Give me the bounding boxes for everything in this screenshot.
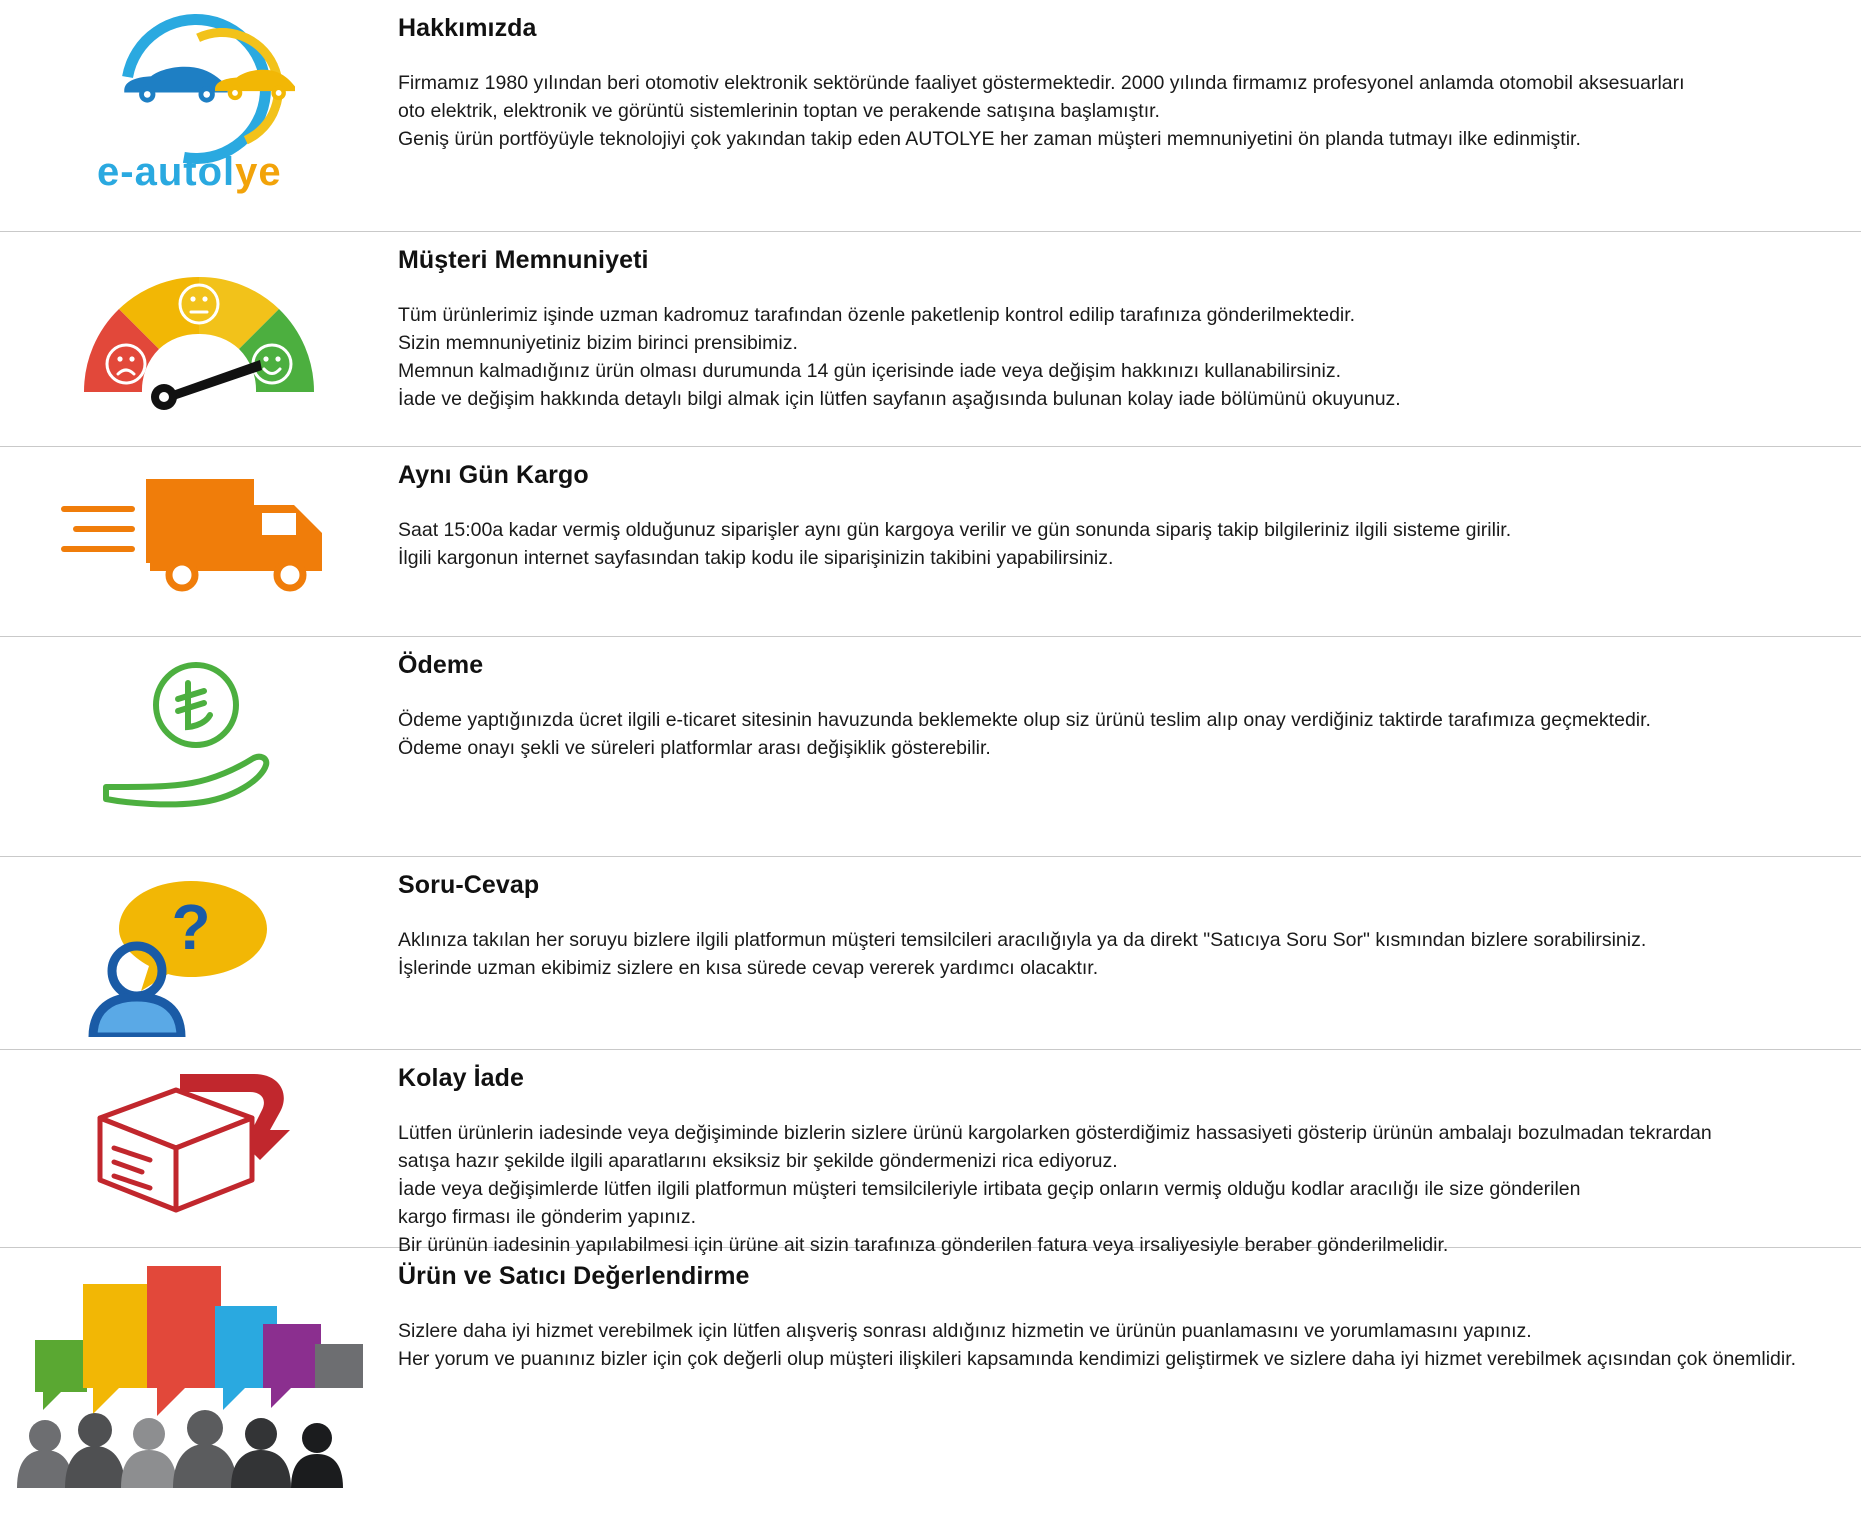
section-title-ayni-gun-kargo: Aynı Gün Kargo	[398, 461, 589, 489]
delivery-truck-icon	[54, 457, 344, 597]
autolye-logo	[69, 10, 329, 210]
body-line: Her yorum ve puanınız bizler için çok değerli olup müşteri ilişkileri kapsamında kendimizi geliştirmek ve sizlere daha iyi hizmet verebilmek açısından çok önemlidir.	[398, 1348, 1797, 1371]
body-line: İşlerinde uzman ekibimiz sizlere en kısa sürede cevap vererek yardımcı olacaktır.	[398, 957, 1099, 980]
body-line: satışa hazır şekilde ilgili aparatlarını eksiksiz bir şekilde göndermenizi rica ediyoruz.	[398, 1150, 1118, 1173]
body-line: Sizin memnuniyetiniz bizim birinci prensibimiz.	[398, 332, 798, 355]
section-urun-satici-degerlendirme	[0, 1248, 1861, 1516]
body-line: Saat 15:00a kadar vermiş olduğunuz siparişler aynı gün kargoya verilir ve gün sonunda sipariş takip bilgileriniz ilgili sisteme girilir.	[398, 519, 1512, 541]
icon-cell-satisfaction	[0, 232, 398, 422]
section-body-musteri-memnuniyeti	[398, 301, 1821, 413]
section-musteri-memnuniyeti	[0, 232, 1861, 447]
text-cell-ayni-gun-kargo	[398, 447, 1861, 572]
question-answer-icon	[79, 867, 319, 1037]
gauge-needle-icon	[151, 360, 262, 410]
body-line: kargo firması ile gönderim yapınız.	[398, 1206, 697, 1229]
section-title-musteri-memnuniyeti: Müşteri Memnuniyeti	[398, 246, 649, 274]
icon-cell-reviews	[0, 1248, 398, 1498]
neutral-face-icon	[180, 285, 218, 323]
satisfaction-gauge-icon	[64, 242, 334, 412]
section-kolay-iade	[0, 1050, 1861, 1257]
icon-cell-cargo	[0, 447, 398, 607]
section-hakkimizda	[0, 0, 1861, 232]
text-cell-kolay-iade	[398, 1050, 1861, 1259]
body-line: İade veya değişimlerde lütfen ilgili platformun müşteri temsilcileriyle irtibata geçip onların vermiş olduğu kodlar aracılığı ile size gönderilen	[398, 1178, 1581, 1201]
icon-cell-autolye-logo	[0, 0, 398, 220]
text-cell-odeme	[398, 637, 1861, 762]
section-body-urun-satici-degerlendirme	[398, 1317, 1821, 1373]
text-cell-soru-cevap	[398, 857, 1861, 982]
sad-face-icon	[107, 345, 145, 383]
section-title-urun-satici-degerlendirme: Ürün ve Satıcı Değerlendirme	[398, 1262, 750, 1290]
text-cell-musteri-memnuniyeti	[398, 232, 1861, 413]
logo-text-primary: e-autol	[97, 150, 236, 194]
text-cell-urun-satici-degerlendirme	[398, 1248, 1861, 1373]
section-body-kolay-iade	[398, 1119, 1821, 1259]
body-line: İade ve değişim hakkında detaylı bilgi almak için lütfen sayfanın aşağısında bulunan kolay iade bölümünü okuyunuz.	[398, 388, 1401, 411]
body-line: Firmamız 1980 yılından beri otomotiv elektronik sektöründe faaliyet göstermektedir. 2000 yılında firmamız profesyonel anlamda otomobil aksesuarları	[398, 72, 1685, 94]
people-silhouettes-icon	[17, 1410, 343, 1488]
speech-bubbles-icon	[35, 1266, 363, 1416]
icon-cell-qa	[0, 857, 398, 1047]
logo-wordmark	[97, 150, 282, 195]
section-title-soru-cevap: Soru-Cevap	[398, 871, 540, 899]
text-cell-hakkimizda	[398, 0, 1861, 153]
section-odeme	[0, 637, 1861, 857]
svg-text:?: ?	[171, 891, 211, 963]
icon-cell-return	[0, 1050, 398, 1230]
icon-cell-payment	[0, 637, 398, 827]
body-line: Bir ürünün iadesinin yapılabilmesi için ürüne ait sizin tarafınıza gönderilen fatura veya irsaliyesiyle beraber gönderilmelidir.	[398, 1234, 1449, 1257]
yellow-car-icon	[209, 62, 301, 102]
body-line: Memnun kalmadığınız ürün olması durumunda 14 gün içerisinde iade veya değişim hakkınızı kullanabilirsiniz.	[398, 360, 1341, 383]
body-line: İlgili kargonun internet sayfasından takip kodu ile siparişinizin takibini yapabilirsiniz.	[398, 547, 1114, 570]
body-line: Aklınıza takılan her soruyu bizlere ilgili platformun müşteri temsilcileri aracılığıyla ya da direkt "Satıcıya Soru Sor" kısmından bizlere sorabilirsiniz.	[398, 929, 1647, 951]
section-body-odeme	[398, 706, 1821, 762]
section-title-odeme: Ödeme	[398, 651, 484, 679]
section-title-kolay-iade: Kolay İade	[398, 1064, 525, 1092]
section-body-ayni-gun-kargo	[398, 516, 1821, 572]
section-soru-cevap	[0, 857, 1861, 1050]
body-line: Ödeme yaptığınızda ücret ilgili e-ticaret sitesinin havuzunda beklemekte olup siz ürünü teslim alıp onay verdiğiniz taktirde tarafımıza geçmektedir.	[398, 709, 1651, 731]
box-shape	[100, 1090, 252, 1210]
section-body-hakkimizda	[398, 69, 1821, 153]
body-line: Lütfen ürünlerin iadesinde veya değişiminde bizlerin sizlere ürünü kargolarken gösterdiğimiz hassasiyeti gösterip ürünün ambalajı bozulmadan tekrardan	[398, 1122, 1712, 1144]
body-line: Tüm ürünlerimiz işinde uzman kadromuz tarafından özenle paketlenip kontrol edilip tarafınıza gönderilmektedir.	[398, 304, 1356, 326]
body-line: Ödeme onayı şekli ve süreleri platformlar arası değişiklik gösterebilir.	[398, 737, 991, 760]
body-line: Geniş ürün portföyüyle teknolojiyi çok yakından takip eden AUTOLYE her zaman müşteri memnuniyetini ön planda tutmayı ilke edinmiştir.	[398, 128, 1581, 151]
section-body-soru-cevap	[398, 926, 1821, 982]
section-ayni-gun-kargo	[0, 447, 1861, 637]
logo-text-accent: ye	[235, 150, 282, 194]
body-line: oto elektrik, elektronik ve görüntü sistemlerinin toptan ve perakende satışına başlamıştır.	[398, 100, 1160, 123]
payment-hand-lira-icon	[84, 647, 314, 817]
return-box-icon	[84, 1060, 314, 1220]
section-title-hakkimizda: Hakkımızda	[398, 14, 537, 42]
reviews-people-icon	[9, 1258, 389, 1488]
body-line: Sizlere daha iyi hizmet verebilmek için lütfen alışveriş sonrası aldığınız hizmetin ve ürünün puanlamasını ve yorumlamasını yapınız.	[398, 1320, 1532, 1342]
